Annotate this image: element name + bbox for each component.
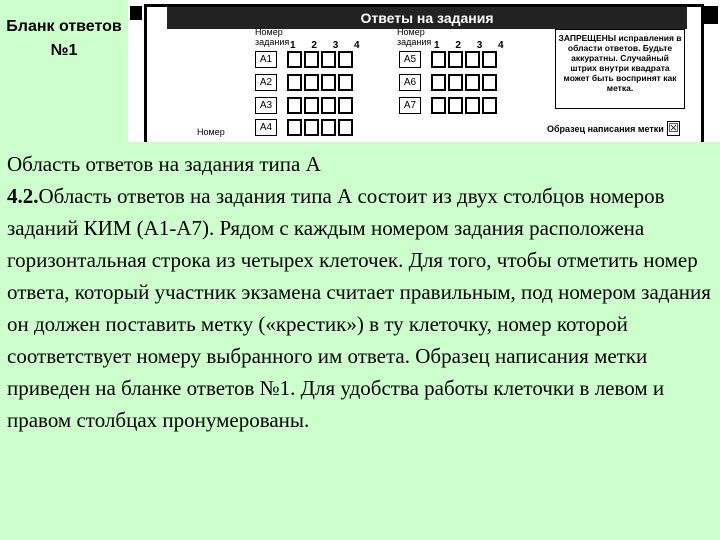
answer-cell[interactable] (287, 74, 302, 91)
col1-answer-numbers (290, 40, 370, 51)
section-number: 4.2. (7, 184, 39, 208)
answer-cell[interactable] (304, 74, 319, 91)
sample-mark-icon: ☒ (668, 121, 679, 135)
question-label: A4 (255, 119, 277, 136)
paragraph-body: Область ответов на задания типа А состоит из двух столбцов номеров заданий КИМ (А1-А7). Рядом с каждым номером задания расположена горизонтальная строка из четырех клеточек. Для того, чтобы отметить номер ответа, который участник экзамена считает правильным, под номером задания он должен поставить метку («крестик») в ту клеточку, номер которой соответствует номеру выбранного им ответа. Образец написания метки приведен на бланке ответов №1. Для удобства работы клеточки в левом и правом столбцах пронумерованы. (7, 184, 711, 432)
answer-cell[interactable] (304, 51, 319, 68)
question-label: A6 (399, 74, 421, 91)
question-label: A7 (399, 97, 421, 114)
answer-cell[interactable] (482, 97, 497, 114)
question-label: A2 (255, 74, 277, 91)
warning-notice: ЗАПРЕЩЕНЫ исправления в области ответов. Будьте аккуратны. Случайный штрих внутри квадрата может быть воспринят как метка. (555, 29, 685, 109)
answer-cell[interactable] (321, 74, 336, 91)
answer-cell[interactable] (287, 119, 302, 136)
answer-cell[interactable] (465, 51, 480, 68)
answer-cell[interactable] (338, 74, 353, 91)
alignment-marker (130, 6, 142, 20)
answer-cell[interactable] (431, 74, 446, 91)
answer-cell[interactable] (304, 119, 319, 136)
sample-mark-label: Образец написания метки (547, 124, 664, 134)
answer-cell[interactable] (482, 74, 497, 91)
answer-cell[interactable] (465, 74, 480, 91)
answer-number: 4 (498, 40, 504, 51)
section-heading: Область ответов на задания типа А (7, 152, 321, 176)
form-header: Ответы на задания (167, 7, 687, 29)
answer-cell[interactable] (304, 97, 319, 114)
partial-label: Номер (197, 127, 225, 137)
explanation-text (7, 148, 717, 436)
answer-cell[interactable] (465, 97, 480, 114)
answer-cell[interactable] (448, 74, 463, 91)
answer-number: 1 (434, 40, 440, 51)
col1-header: Номер задания (255, 27, 290, 47)
answer-cell[interactable] (321, 97, 336, 114)
col2-header: Номер задания (397, 27, 432, 47)
answer-number: 3 (332, 40, 339, 51)
col2-answer-numbers (434, 40, 514, 51)
answer-cell[interactable] (431, 97, 446, 114)
answer-cell[interactable] (321, 51, 336, 68)
question-label: A1 (255, 51, 277, 68)
answer-cell[interactable] (448, 51, 463, 68)
paragraph (7, 180, 717, 436)
answer-cell[interactable] (448, 97, 463, 114)
answer-number: 1 (290, 40, 296, 51)
question-label: A5 (399, 51, 421, 68)
answer-form-scan (128, 0, 720, 142)
answer-number: 3 (476, 40, 483, 51)
answer-number: 4 (354, 40, 360, 51)
answer-cell[interactable] (287, 51, 302, 68)
answer-number: 2 (311, 40, 317, 51)
answer-cell[interactable] (287, 97, 302, 114)
answer-cell[interactable] (482, 51, 497, 68)
answer-cell[interactable] (431, 51, 446, 68)
question-label: A3 (255, 97, 277, 114)
answer-cell[interactable] (338, 97, 353, 114)
answer-cell[interactable] (338, 51, 353, 68)
answer-cell[interactable] (338, 119, 353, 136)
answer-number: 2 (455, 40, 461, 51)
answer-cell[interactable] (321, 119, 336, 136)
form-title: Бланк ответов №1 (6, 18, 122, 59)
answer-form-area (144, 4, 704, 142)
